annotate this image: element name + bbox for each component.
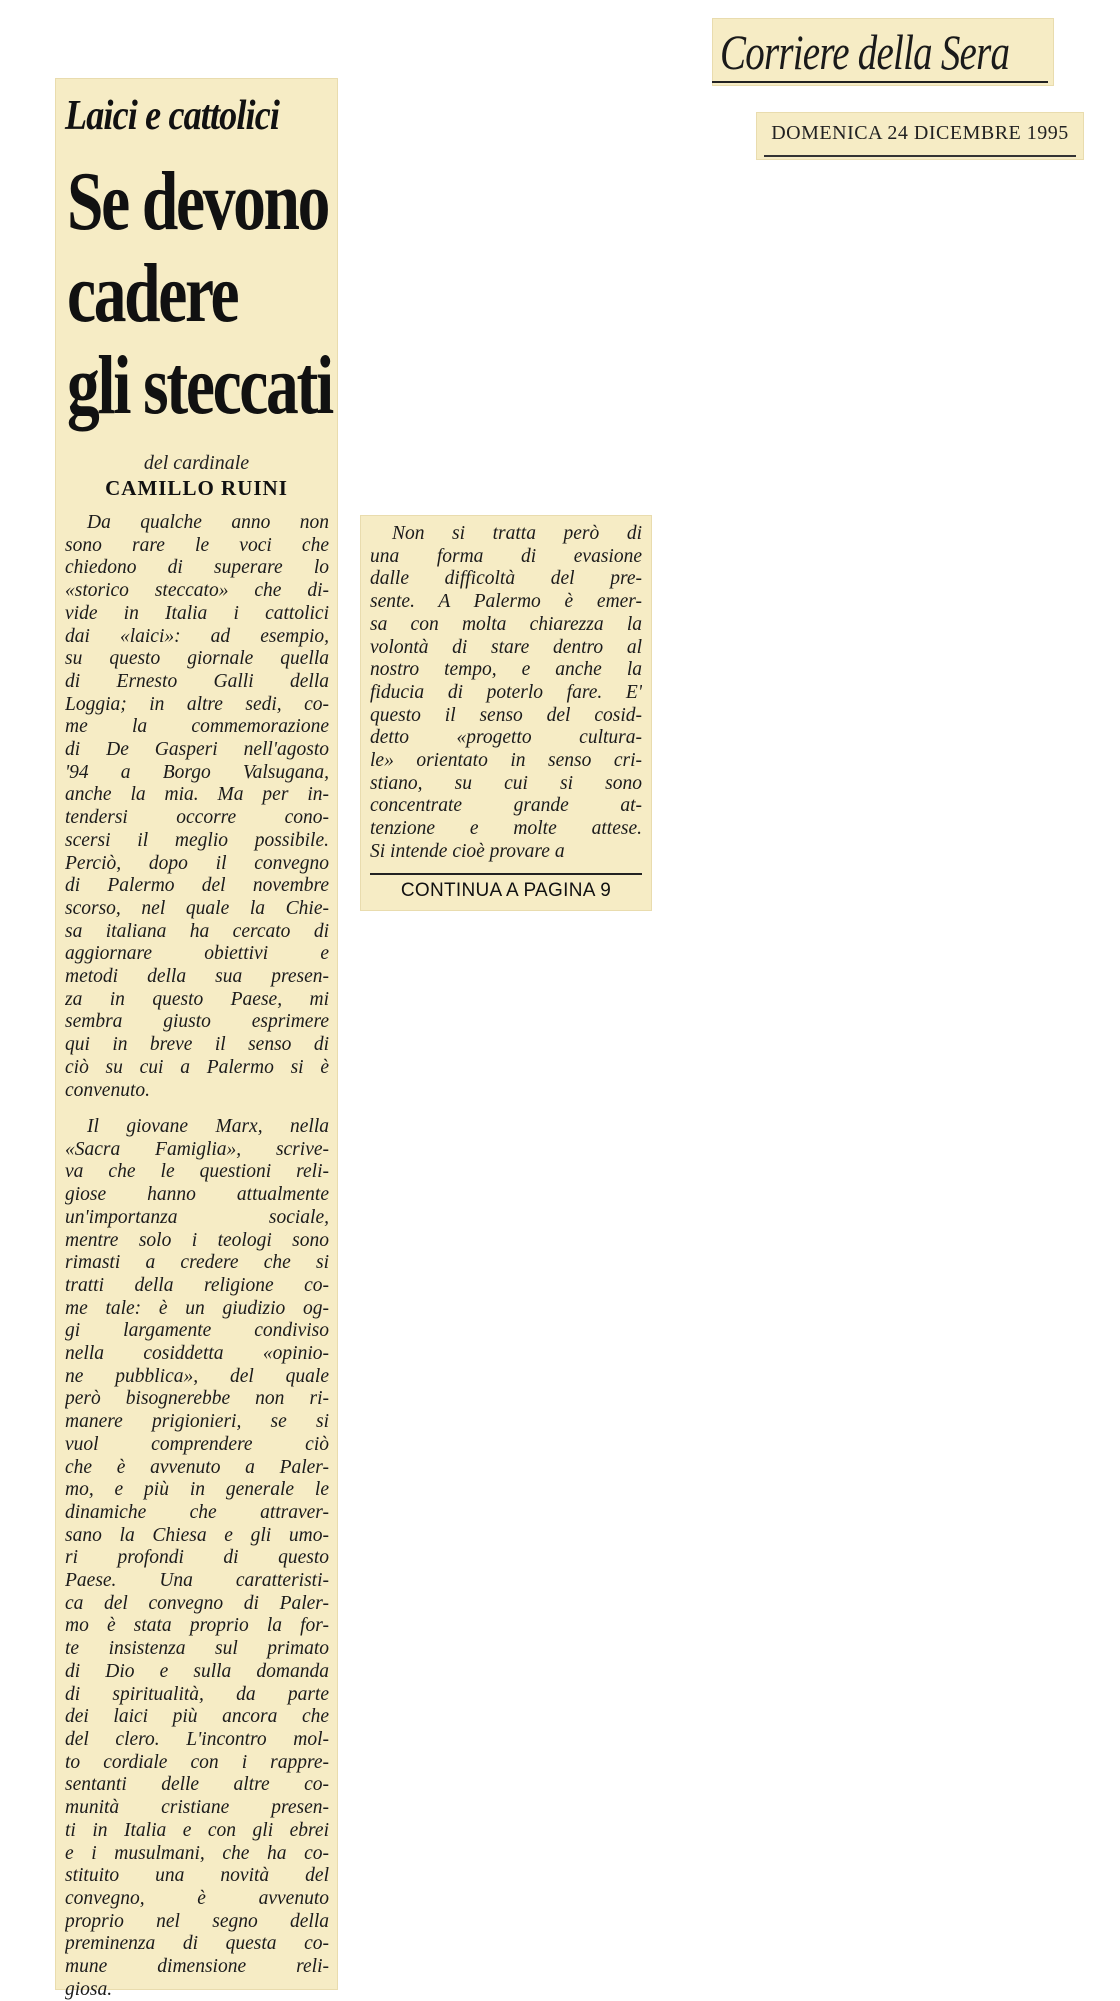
- text-line: preminenza di questa co-: [65, 1933, 329, 1955]
- text-line: nella cosiddetta «opinio-: [65, 1343, 329, 1365]
- headline-line: Se devono: [67, 155, 329, 248]
- text-line: mo, e più in generale le: [65, 1479, 329, 1501]
- text-line: munità cristiane presen-: [65, 1797, 329, 1819]
- text-line: sentanti delle altre co-: [65, 1774, 329, 1796]
- text-line: gi largamente condiviso: [65, 1320, 329, 1342]
- text-line: detto «progetto cultura-: [370, 727, 642, 749]
- text-line: Non si tratta però di: [392, 523, 642, 544]
- text-line: volontà di stare dentro al: [370, 636, 642, 658]
- date-rule: [764, 155, 1076, 157]
- text-line: stiano, su cui si sono: [370, 772, 642, 794]
- issue-date: DOMENICA 24 DICEMBRE 1995: [771, 122, 1069, 144]
- text-line: di Dio e sulla domanda: [65, 1660, 329, 1682]
- text-line: manere prigionieri, se si: [65, 1411, 329, 1433]
- text-line: convenuto.: [65, 1079, 151, 1101]
- text-line: convegno, è avvenuto: [65, 1887, 329, 1909]
- text-line: tenzione e molte attese.: [370, 818, 642, 840]
- text-line: e i musulmani, che ha co-: [65, 1842, 329, 1864]
- article-headline: [67, 155, 332, 432]
- text-line: me la commemorazione: [65, 716, 329, 738]
- continued-on-page-label: CONTINUA A PAGINA 9: [400, 880, 612, 901]
- text-line: rimasti a credere che si: [65, 1252, 329, 1274]
- text-line: sano la Chiesa e gli umo-: [65, 1524, 329, 1546]
- continuation-clipping: [360, 515, 652, 911]
- text-line: Si intende cioè provare a: [370, 840, 565, 862]
- text-line: vide in Italia i cattolici: [65, 602, 329, 624]
- text-line: giosa.: [65, 1978, 113, 2000]
- text-line: aggiornare obiettivi e: [65, 943, 329, 965]
- text-line: una forma di evasione: [370, 545, 642, 567]
- text-line: ri profondi di questo: [65, 1547, 329, 1569]
- text-line: scorso, nel quale la Chie-: [65, 897, 329, 919]
- text-line: sono rare le voci che: [65, 534, 329, 556]
- newspaper-name: Corriere della Sera: [720, 24, 1010, 80]
- text-line: za in questo Paese, mi: [65, 988, 329, 1010]
- byline-author: CAMILLO RUINI: [105, 476, 288, 500]
- text-line: chiedono di superare lo: [65, 557, 329, 579]
- text-line: proprio nel segno della: [65, 1910, 329, 1932]
- text-line: sa con molta chiarezza la: [370, 613, 642, 635]
- body-paragraph-3: [370, 523, 642, 864]
- text-line: ti in Italia e con gli ebrei: [65, 1819, 329, 1841]
- continuation-rule: [370, 873, 642, 875]
- text-line: vuol comprendere ciò: [65, 1433, 329, 1455]
- text-line: scersi il meglio possibile.: [65, 829, 329, 851]
- text-line: anche la mia. Ma per in-: [65, 784, 329, 806]
- text-line: del clero. L'incontro mol-: [65, 1728, 329, 1750]
- headline-line: gli steccati: [67, 339, 332, 432]
- text-line: di Ernesto Galli della: [65, 670, 329, 692]
- text-line: to cordiale con i rappre-: [65, 1751, 329, 1773]
- text-line: mune dimensione reli-: [65, 1956, 329, 1978]
- article-kicker: Laici e cattolici: [65, 93, 280, 139]
- body-paragraph-2: [65, 1116, 329, 2001]
- text-line: di De Gasperi nell'agosto: [65, 739, 329, 761]
- text-line: «Sacra Famiglia», scrive-: [65, 1138, 329, 1160]
- headline-line: cadere: [67, 247, 238, 340]
- text-line: di Palermo del novembre: [65, 875, 329, 897]
- text-line: «storico steccato» che di-: [65, 580, 329, 602]
- text-line: dai «laici»: ad esempio,: [65, 625, 329, 647]
- text-line: Loggia; in altre sedi, co-: [65, 693, 329, 715]
- text-line: giose hanno attualmente: [65, 1184, 329, 1206]
- text-line: Paese. Una caratteristi-: [65, 1570, 329, 1592]
- text-line: su questo giornale quella: [65, 648, 329, 670]
- text-line: un'importanza sociale,: [65, 1206, 329, 1228]
- text-line: tratti della religione co-: [65, 1274, 329, 1296]
- text-line: te insistenza sul primato: [65, 1638, 329, 1660]
- body-paragraph-1: [65, 512, 329, 1102]
- byline-prefix: del cardinale: [143, 452, 250, 474]
- text-line: stituito una novità del: [65, 1865, 329, 1887]
- text-line: fiducia di poterlo fare. E': [370, 681, 642, 703]
- text-line: ca del convegno di Paler-: [65, 1592, 329, 1614]
- masthead-clipping: [712, 18, 1054, 86]
- text-line: '94 a Borgo Valsugana,: [65, 761, 329, 783]
- masthead-rule: [712, 81, 1048, 83]
- text-line: me tale: è un giudizio og-: [65, 1297, 329, 1319]
- text-line: di spiritualità, da parte: [65, 1683, 329, 1705]
- text-line: qui in breve il senso di: [65, 1034, 329, 1056]
- text-line: sente. A Palermo è emer-: [370, 591, 642, 613]
- text-line: sembra giusto esprimere: [65, 1011, 329, 1033]
- text-line: questo il senso del cosid-: [370, 704, 642, 726]
- date-clipping: [756, 112, 1084, 160]
- text-line: dinamiche che attraver-: [65, 1501, 329, 1523]
- text-line: le» orientato in senso cri-: [370, 750, 642, 772]
- text-line: tendersi occorre cono-: [65, 807, 329, 829]
- text-line: mo è stata proprio la for-: [65, 1615, 329, 1637]
- text-line: dei laici più ancora che: [65, 1706, 329, 1728]
- text-line: Da qualche anno non: [87, 512, 329, 533]
- text-line: Il giovane Marx, nella: [87, 1116, 329, 1137]
- text-line: che è avvenuto a Paler-: [65, 1456, 329, 1478]
- text-line: mentre solo i teologi sono: [65, 1229, 329, 1251]
- text-line: metodi della sua presen-: [65, 966, 329, 988]
- text-line: Perciò, dopo il convegno: [65, 852, 329, 874]
- text-line: dalle difficoltà del pre-: [370, 568, 642, 590]
- text-line: sa italiana ha cercato di: [65, 920, 329, 942]
- text-line: ciò su cui a Palermo si è: [65, 1056, 329, 1078]
- text-line: nostro tempo, e anche la: [370, 659, 642, 681]
- text-line: ne pubblica», del quale: [65, 1365, 329, 1387]
- text-line: concentrate grande at-: [370, 795, 642, 817]
- text-line: va che le questioni reli-: [65, 1161, 329, 1183]
- article-clipping: [55, 78, 338, 2000]
- text-line: però bisognerebbe non ri-: [65, 1388, 329, 1410]
